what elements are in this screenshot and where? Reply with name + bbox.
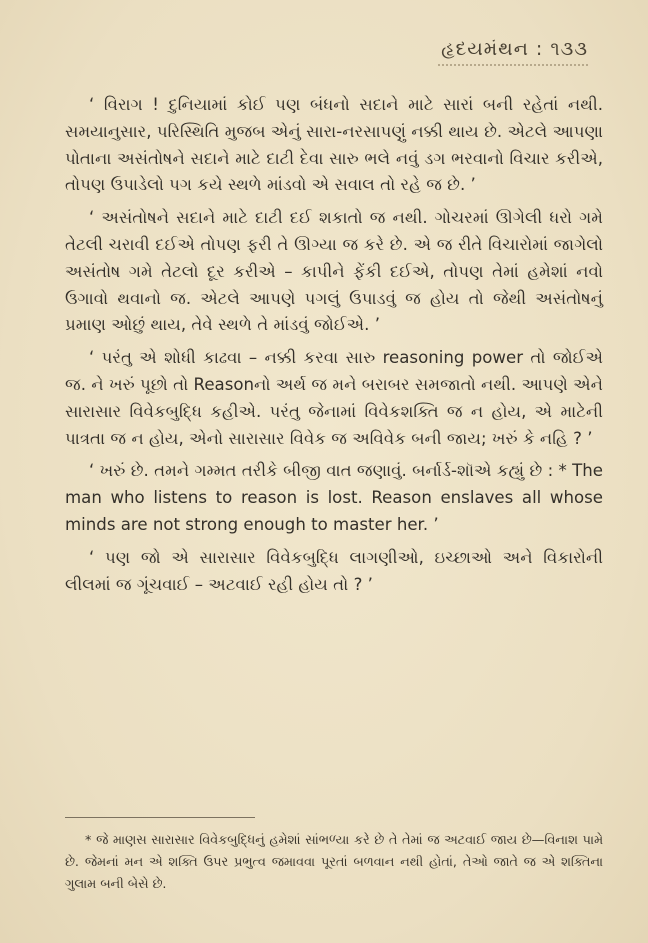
paragraph-5: ‘ પણ જો એ સારાસાર વિવેકબુદ્ધિ લાગણીઓ, ઇચ્છાઓ અને વિકારોની લીલમાં જ ગૂંચવાઈ – અટવાઈ રહી હોય તો ? ’	[65, 547, 603, 594]
header-underline	[438, 64, 588, 66]
paragraph-1: ‘ વિરાગ ! દુનિયામાં કોઈ પણ બંધનો સદાને માટે સારાં બની રહેતાં નથી. સમયાનુસાર, પરિસ્થિતિ મુજબ એનું સારા-નરસાપણું નક્કી થાય છે. એટલે આપણા પોતાના અસંતોષને સદાને માટે દાટી દેવા સારુ ભલે નવું ડગ ભરવાનો વિચાર કરીએ, તોપણ ઉપાડેલો પગ કયે સ્થળે માંડવો એ સવાલ તો રહે જ છે. ’	[65, 95, 603, 195]
paragraph-4: ‘ ખરું છે. તમને ગમ્મત તરીકે બીજી વાત જણાવું. બર્નાર્ડ-શૉએ કહ્યું છે : * The man who listens to reason is lost. Reason enslaves all whose minds are not strong enough to master her. ’	[65, 461, 603, 534]
footnote: * જે માણસ સારાસાર વિવેકબુદ્ધિનું હમેશાં સાંભળ્યા કરે છે તે તેમાં જ અટવાઈ જાય છે—વિનાશ પામે છે. જેમનાં મન એ શક્તિ ઉપર પ્રભુત્વ જમાવવા પૂરતાં બળવાન નથી હોતાં, તેઓ જાતે જ એ શક્તિના ગુલામ બની બેસે છે.	[65, 833, 603, 892]
paragraph-3: ‘ પરંતુ એ શોધી કાઢવા – નક્કી કરવા સારુ reasoning power તો જોઈએ જ. ને ખરું પૂછો તો Reasonનો અર્થ જ મને બરાબર સમજાતો નથી. આપણે એને સારાસાર વિવેકબુદ્ધિ કહીએ. પરંતુ જેનામાં વિવેકશક્તિ જ ન હોય, એ માટેની પાત્રતા જ ન હોય, એનો સારાસાર વિવેક જ અવિવેક બની જાય; ખરું કે નહિ ? ’	[65, 348, 603, 448]
paragraph-2: ‘ અસંતોષને સદાને માટે દાટી દઈ શકાતો જ નથી. ગોચરમાં ઊગેલી ધરો ગમે તેટલી ચરાવી દઈએ તોપણ ફરી તે ઊગ્યા જ કરે છે. એ જ રીતે વિચારોમાં જાગેલો અસંતોષ ગમે તેટલો દૂર કરીએ – કાપીને ફેંકી દઈએ, તોપણ તેમાં હમેશાં નવો ઉગાવો થવાનો જ. એટલે આપણે પગલું ઉપાડવું જ હોય તો જેથી અસંતોષનું પ્રમાણ ઓછું થાય, તેવે સ્થળે તે માંડવું જોઈએ. ’	[65, 208, 603, 335]
footnote-divider	[65, 817, 255, 818]
running-header: હૃદયમંથન : ૧૩૩	[441, 38, 588, 60]
body-text	[65, 92, 603, 604]
